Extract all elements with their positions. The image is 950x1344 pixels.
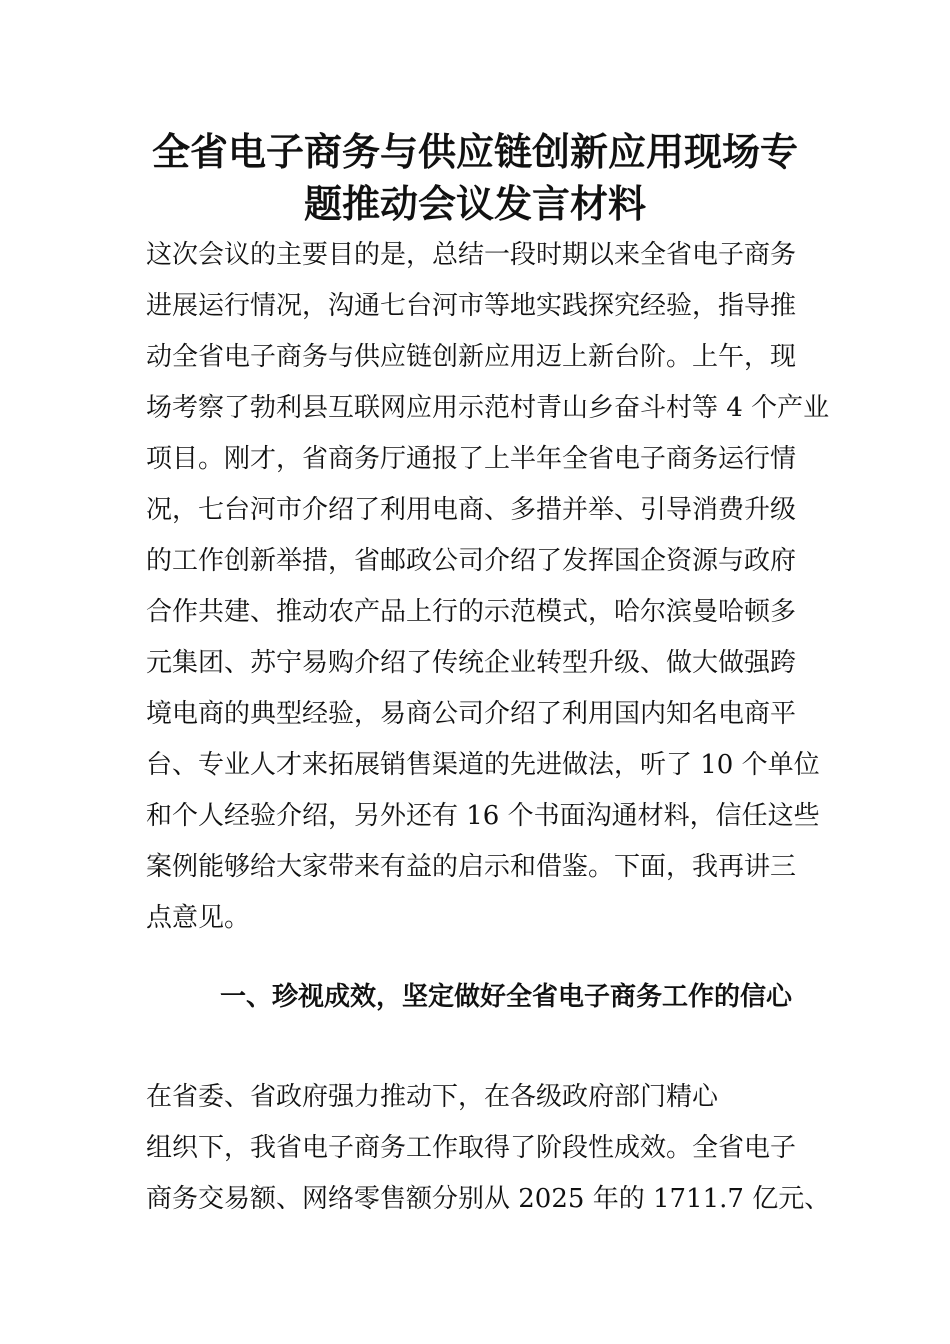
paragraph-line: 场考察了勃利县互联网应用示范村青山乡奋斗村等 4 个产业 — [146, 393, 830, 423]
paragraph-line: 这次会议的主要目的是，总结一段时期以来全省电子商务 — [146, 240, 797, 270]
section-1-paragraph — [146, 1072, 831, 1225]
paragraph-line: 案例能够给大家带来有益的启示和借鉴。下面，我再讲三 — [146, 852, 797, 882]
paragraph-line: 和个人经验介绍，另外还有 16 个书面沟通材料，信任这些 — [146, 801, 820, 831]
document-title-line-2: 题推动会议发言材料 — [303, 182, 646, 226]
paragraph-line: 项目。刚才，省商务厅通报了上半年全省电子商务运行情 — [146, 444, 797, 474]
document-title-line-1: 全省电子商务与供应链创新应用现场专 — [151, 130, 798, 174]
paragraph-line: 台、专业人才来拓展销售渠道的先进做法，听了 10 个单位 — [146, 750, 820, 780]
paragraph-line: 进展运行情况，沟通七台河市等地实践探究经验，指导推 — [146, 291, 797, 321]
paragraph-line: 在省委、省政府强力推动下，在各级政府部门精心 — [146, 1082, 719, 1112]
section-1-heading: 一、珍视成效，坚定做好全省电子商务工作的信心 — [220, 982, 793, 1012]
paragraph-line: 元集团、苏宁易购介绍了传统企业转型升级、做大做强跨 — [146, 648, 797, 678]
intro-paragraph — [146, 230, 830, 944]
paragraph-line: 商务交易额、网络零售额分别从 2025 年的 1711.7 亿元、 — [146, 1184, 831, 1214]
paragraph-line: 况，七台河市介绍了利用电商、多措并举、引导消费升级 — [146, 495, 797, 525]
paragraph-line: 境电商的典型经验，易商公司介绍了利用国内知名电商平 — [146, 699, 797, 729]
paragraph-line: 的工作创新举措，省邮政公司介绍了发挥国企资源与政府 — [146, 546, 797, 576]
paragraph-line: 点意见。 — [146, 903, 251, 933]
paragraph-line: 动全省电子商务与供应链创新应用迈上新台阶。上午，现 — [146, 342, 797, 372]
paragraph-line: 组织下，我省电子商务工作取得了阶段性成效。全省电子 — [146, 1133, 797, 1163]
paragraph-line: 合作共建、推动农产品上行的示范模式，哈尔滨曼哈顿多 — [146, 597, 797, 627]
